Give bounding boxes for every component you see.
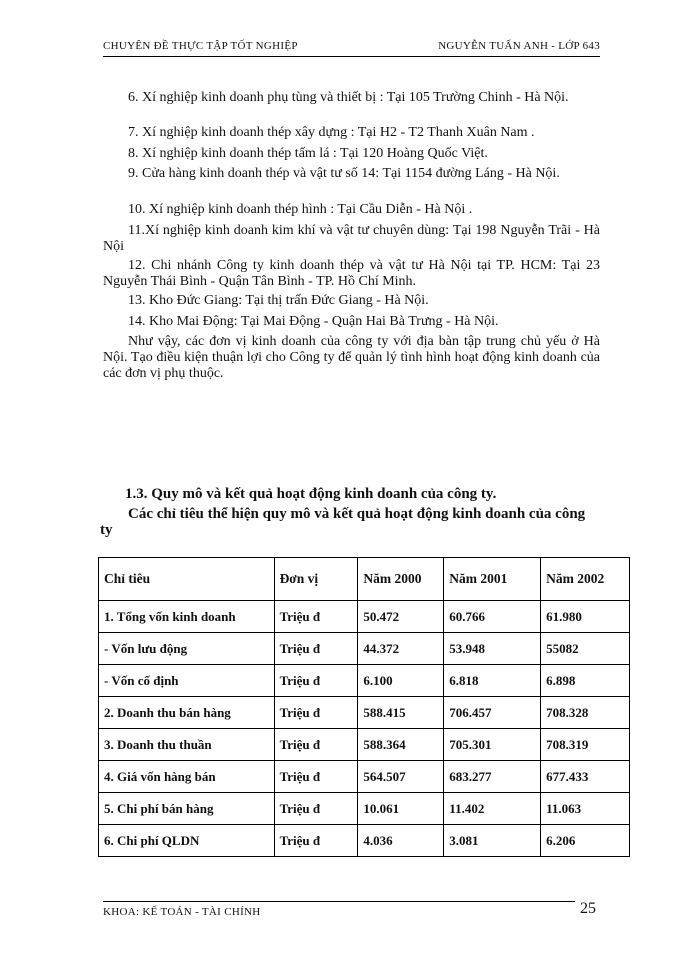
table-cell: 708.328 [541, 697, 630, 729]
table-cell: Triệu đ [274, 633, 358, 665]
data-table [98, 557, 630, 857]
table-cell: 588.415 [358, 697, 444, 729]
page-number: 25 [580, 900, 596, 917]
header-rule [103, 56, 600, 57]
table-cell: 677.433 [541, 761, 630, 793]
table-cell: - Vốn cố định [99, 665, 275, 697]
table-cell: 55082 [541, 633, 630, 665]
table-cell: 708.319 [541, 729, 630, 761]
table-cell: 53.948 [444, 633, 541, 665]
paragraph: 6. Xí nghiệp kinh doanh phụ tùng và thiết bị : Tại 105 Trường Chinh - Hà Nội. [128, 90, 569, 105]
paragraph: 8. Xí nghiệp kinh doanh thép tấm lá : Tại 120 Hoàng Quốc Việt. [128, 146, 488, 161]
table-cell: 706.457 [444, 697, 541, 729]
section-title: 1.3. Quy mô và kết quả hoạt động kinh doanh của công ty. [125, 486, 497, 502]
paragraph: 14. Kho Mai Động: Tại Mai Động - Quận Hai Bà Trưng - Hà Nội. [128, 314, 499, 329]
table-row [99, 729, 630, 761]
table-cell: 6.898 [541, 665, 630, 697]
table-header-cell: Đơn vị [274, 558, 358, 601]
table-cell: 11.402 [444, 793, 541, 825]
table-cell: 564.507 [358, 761, 444, 793]
table-cell: Triệu đ [274, 793, 358, 825]
table-cell: 4. Giá vốn hàng bán [99, 761, 275, 793]
table-cell: 6. Chi phí QLDN [99, 825, 275, 857]
table-cell: Triệu đ [274, 729, 358, 761]
table-row [99, 793, 630, 825]
table-cell: 50.472 [358, 601, 444, 633]
paragraph: 10. Xí nghiệp kinh doanh thép hình : Tại Cầu Diễn - Hà Nội . [128, 202, 473, 217]
table-header-cell: Năm 2002 [541, 558, 630, 601]
table-header-cell: Năm 2000 [358, 558, 444, 601]
table-cell: Triệu đ [274, 601, 358, 633]
paragraph: 11.Xí nghiệp kinh doanh kim khí và vật tư chuyên dùng: Tại 198 Nguyễn Trãi - Hà Nội [103, 223, 600, 254]
table-cell: Triệu đ [274, 761, 358, 793]
paragraph: 13. Kho Đức Giang: Tại thị trấn Đức Giang - Hà Nội. [128, 293, 429, 308]
table-row [99, 761, 630, 793]
table-cell: 683.277 [444, 761, 541, 793]
table-row [99, 633, 630, 665]
table-cell: 6.818 [444, 665, 541, 697]
table-cell: 4.036 [358, 825, 444, 857]
table-cell: - Vốn lưu động [99, 633, 275, 665]
table-cell: 61.980 [541, 601, 630, 633]
table-cell: 11.063 [541, 793, 630, 825]
table-cell: 10.061 [358, 793, 444, 825]
table-cell: 588.364 [358, 729, 444, 761]
header-left: CHUYÊN ĐỀ THỰC TẬP TỐT NGHIỆP [103, 40, 298, 52]
footer-left: KHOA: KẾ TOÁN - TÀI CHÍNH [103, 906, 261, 918]
table-cell: 44.372 [358, 633, 444, 665]
table-cell: Triệu đ [274, 825, 358, 857]
paragraph: 9. Cửa hàng kinh doanh thép và vật tư số 14: Tại 1154 đường Láng - Hà Nội. [128, 166, 560, 181]
paragraph: 7. Xí nghiệp kinh doanh thép xây dựng : Tại H2 - T2 Thanh Xuân Nam . [128, 125, 535, 140]
table-cell: Triệu đ [274, 697, 358, 729]
table-cell: 705.301 [444, 729, 541, 761]
table-row [99, 825, 630, 857]
table-header-cell: Chỉ tiêu [99, 558, 275, 601]
footer-rule [103, 901, 575, 902]
header-right: NGUYỄN TUẤN ANH - LỚP 643 [438, 40, 600, 52]
table-header-row [99, 558, 630, 601]
table-cell: 6.206 [541, 825, 630, 857]
table-row [99, 601, 630, 633]
table-row [99, 665, 630, 697]
table-header-cell: Năm 2001 [444, 558, 541, 601]
table-cell: 1. Tổng vốn kinh doanh [99, 601, 275, 633]
table-cell: 5. Chi phí bán hàng [99, 793, 275, 825]
table-cell: 3. Doanh thu thuần [99, 729, 275, 761]
table-cell: 2. Doanh thu bán hàng [99, 697, 275, 729]
section-subtitle: Các chỉ tiêu thể hiện quy mô và kết quả hoạt động kinh doanh của công ty [100, 506, 586, 538]
table-row [99, 697, 630, 729]
table-cell: 6.100 [358, 665, 444, 697]
paragraph: 12. Chi nhánh Công ty kinh doanh thép và vật tư Hà Nội tại TP. HCM: Tại 23 Nguyễn Thái Bình - Quận Tân Bình - TP. Hồ Chí Minh. [103, 258, 600, 289]
table-cell: 60.766 [444, 601, 541, 633]
paragraph: Như vậy, các đơn vị kinh doanh của công ty với địa bàn tập trung chủ yếu ở Hà Nội. Tạo điều kiện thuận lợi cho Công ty để quản lý tình hình hoạt động kinh doanh của các đơn vị phụ thuộc. [103, 334, 600, 381]
table-cell: 3.081 [444, 825, 541, 857]
table-cell: Triệu đ [274, 665, 358, 697]
